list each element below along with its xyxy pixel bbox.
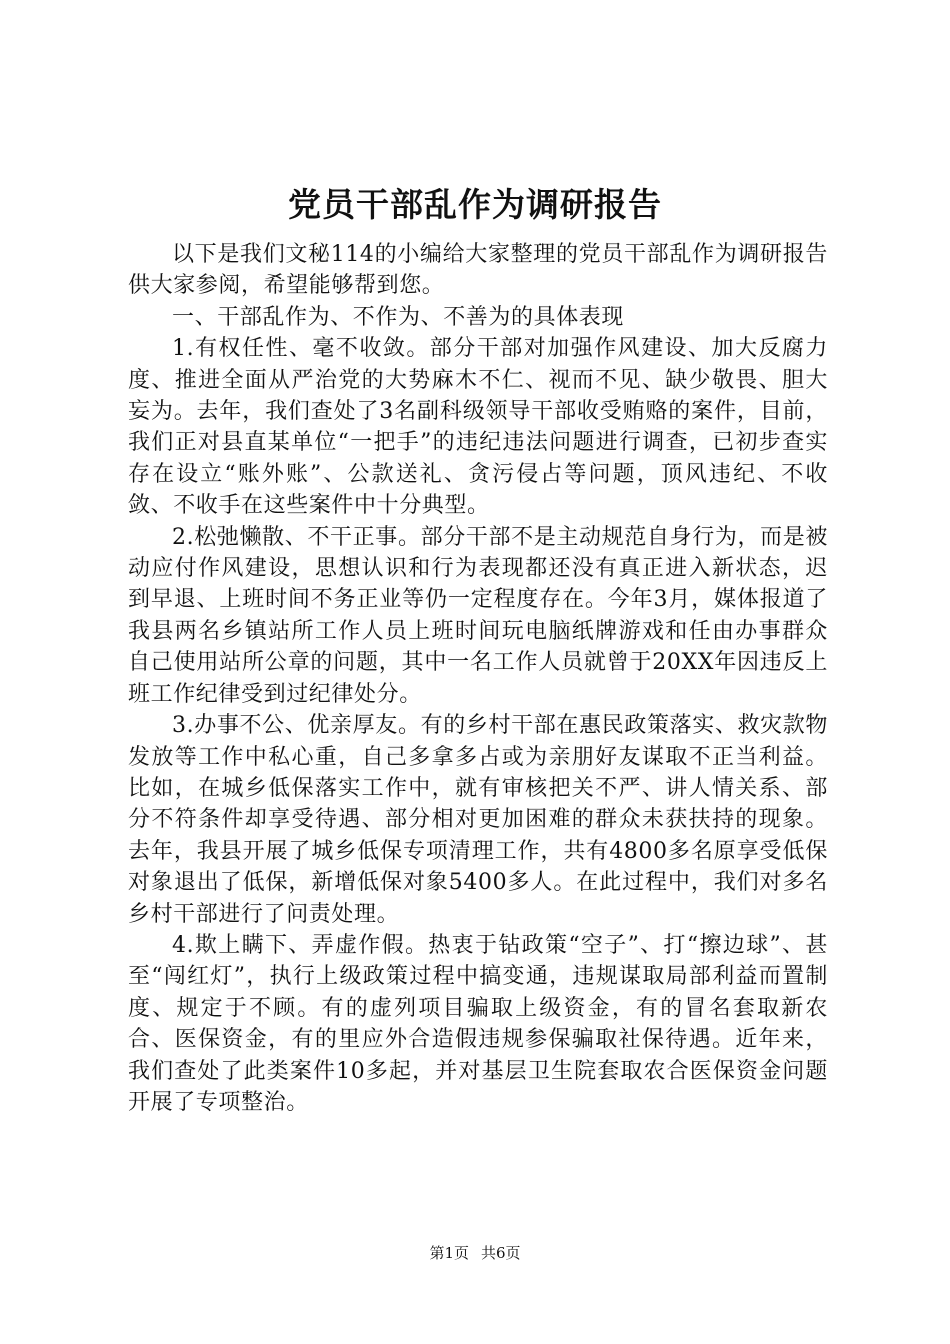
intro-paragraph: 以下是我们文秘114的小编给大家整理的党员干部乱作为调研报告供大家参阅，希望能够帮到您。 bbox=[128, 242, 828, 299]
body-paragraph: 1.有权任性、毫不收敛。部分干部对加强作风建设、加大反腐力度、推进全面从严治党的大势麻木不仁、视而不见、缺少敬畏、胆大妄为。去年，我们查处了3名副科级领导干部收受贿赂的案件，目前，我们正对县直某单位“一把手”的违纪违法问题进行调查，已初步查实存在设立“账外账”、公款送礼、贪污侵占等问题，顶风违纪、不收敛、不收手在这些案件中十分典型。 bbox=[128, 336, 828, 519]
body-paragraph: 4.欺上瞒下、弄虚作假。热衷于钻政策“空子”、打“擦边球”、甚至“闯红灯”，执行上级政策过程中搞变通，违规谋取局部利益而置制度、规定于不顾。有的虚列项目骗取上级资金，有的冒名套取新农合、医保资金，有的里应外合造假违规参保骗取社保待遇。近年来，我们查处了此类案件10多起，并对基层卫生院套取农合医保资金问题开展了专项整治。 bbox=[128, 932, 828, 1115]
body-paragraph: 2.松弛懒散、不干正事。部分干部不是主动规范自身行为，而是被动应付作风建设，思想认识和行为表现都还没有真正进入新状态，迟到早退、上班时间不务正业等仍一定程度存在。今年3月，媒体报道了我县两名乡镇站所工作人员上班时间玩电脑纸牌游戏和任由办事群众自己使用站所公章的问题，其中一名工作人员就曾于20XX年因违反上班工作纪律受到过纪律处分。 bbox=[128, 524, 828, 707]
body-paragraph: 3.办事不公、优亲厚友。有的乡村干部在惠民政策落实、救灾款物发放等工作中私心重，自己多拿多占或为亲朋好友谋取不正当利益。比如，在城乡低保落实工作中，就有审核把关不严、讲人情关系、部分不符条件却享受待遇、部分相对更加困难的群众未获扶持的现象。去年，我县开展了城乡低保专项清理工作，共有4800多名原享受低保对象退出了低保，新增低保对象5400多人。在此过程中，我们对多名乡村干部进行了问责处理。 bbox=[128, 713, 828, 927]
document-title: 党员干部乱作为调研报告 bbox=[288, 185, 662, 224]
page-number: 第1页 bbox=[429, 1244, 469, 1262]
document-body bbox=[128, 239, 828, 1118]
section-heading: 一、干部乱作为、不作为、不善为的具体表现 bbox=[172, 304, 625, 330]
page-footer bbox=[0, 1243, 950, 1263]
page-total: 共6页 bbox=[481, 1244, 521, 1262]
